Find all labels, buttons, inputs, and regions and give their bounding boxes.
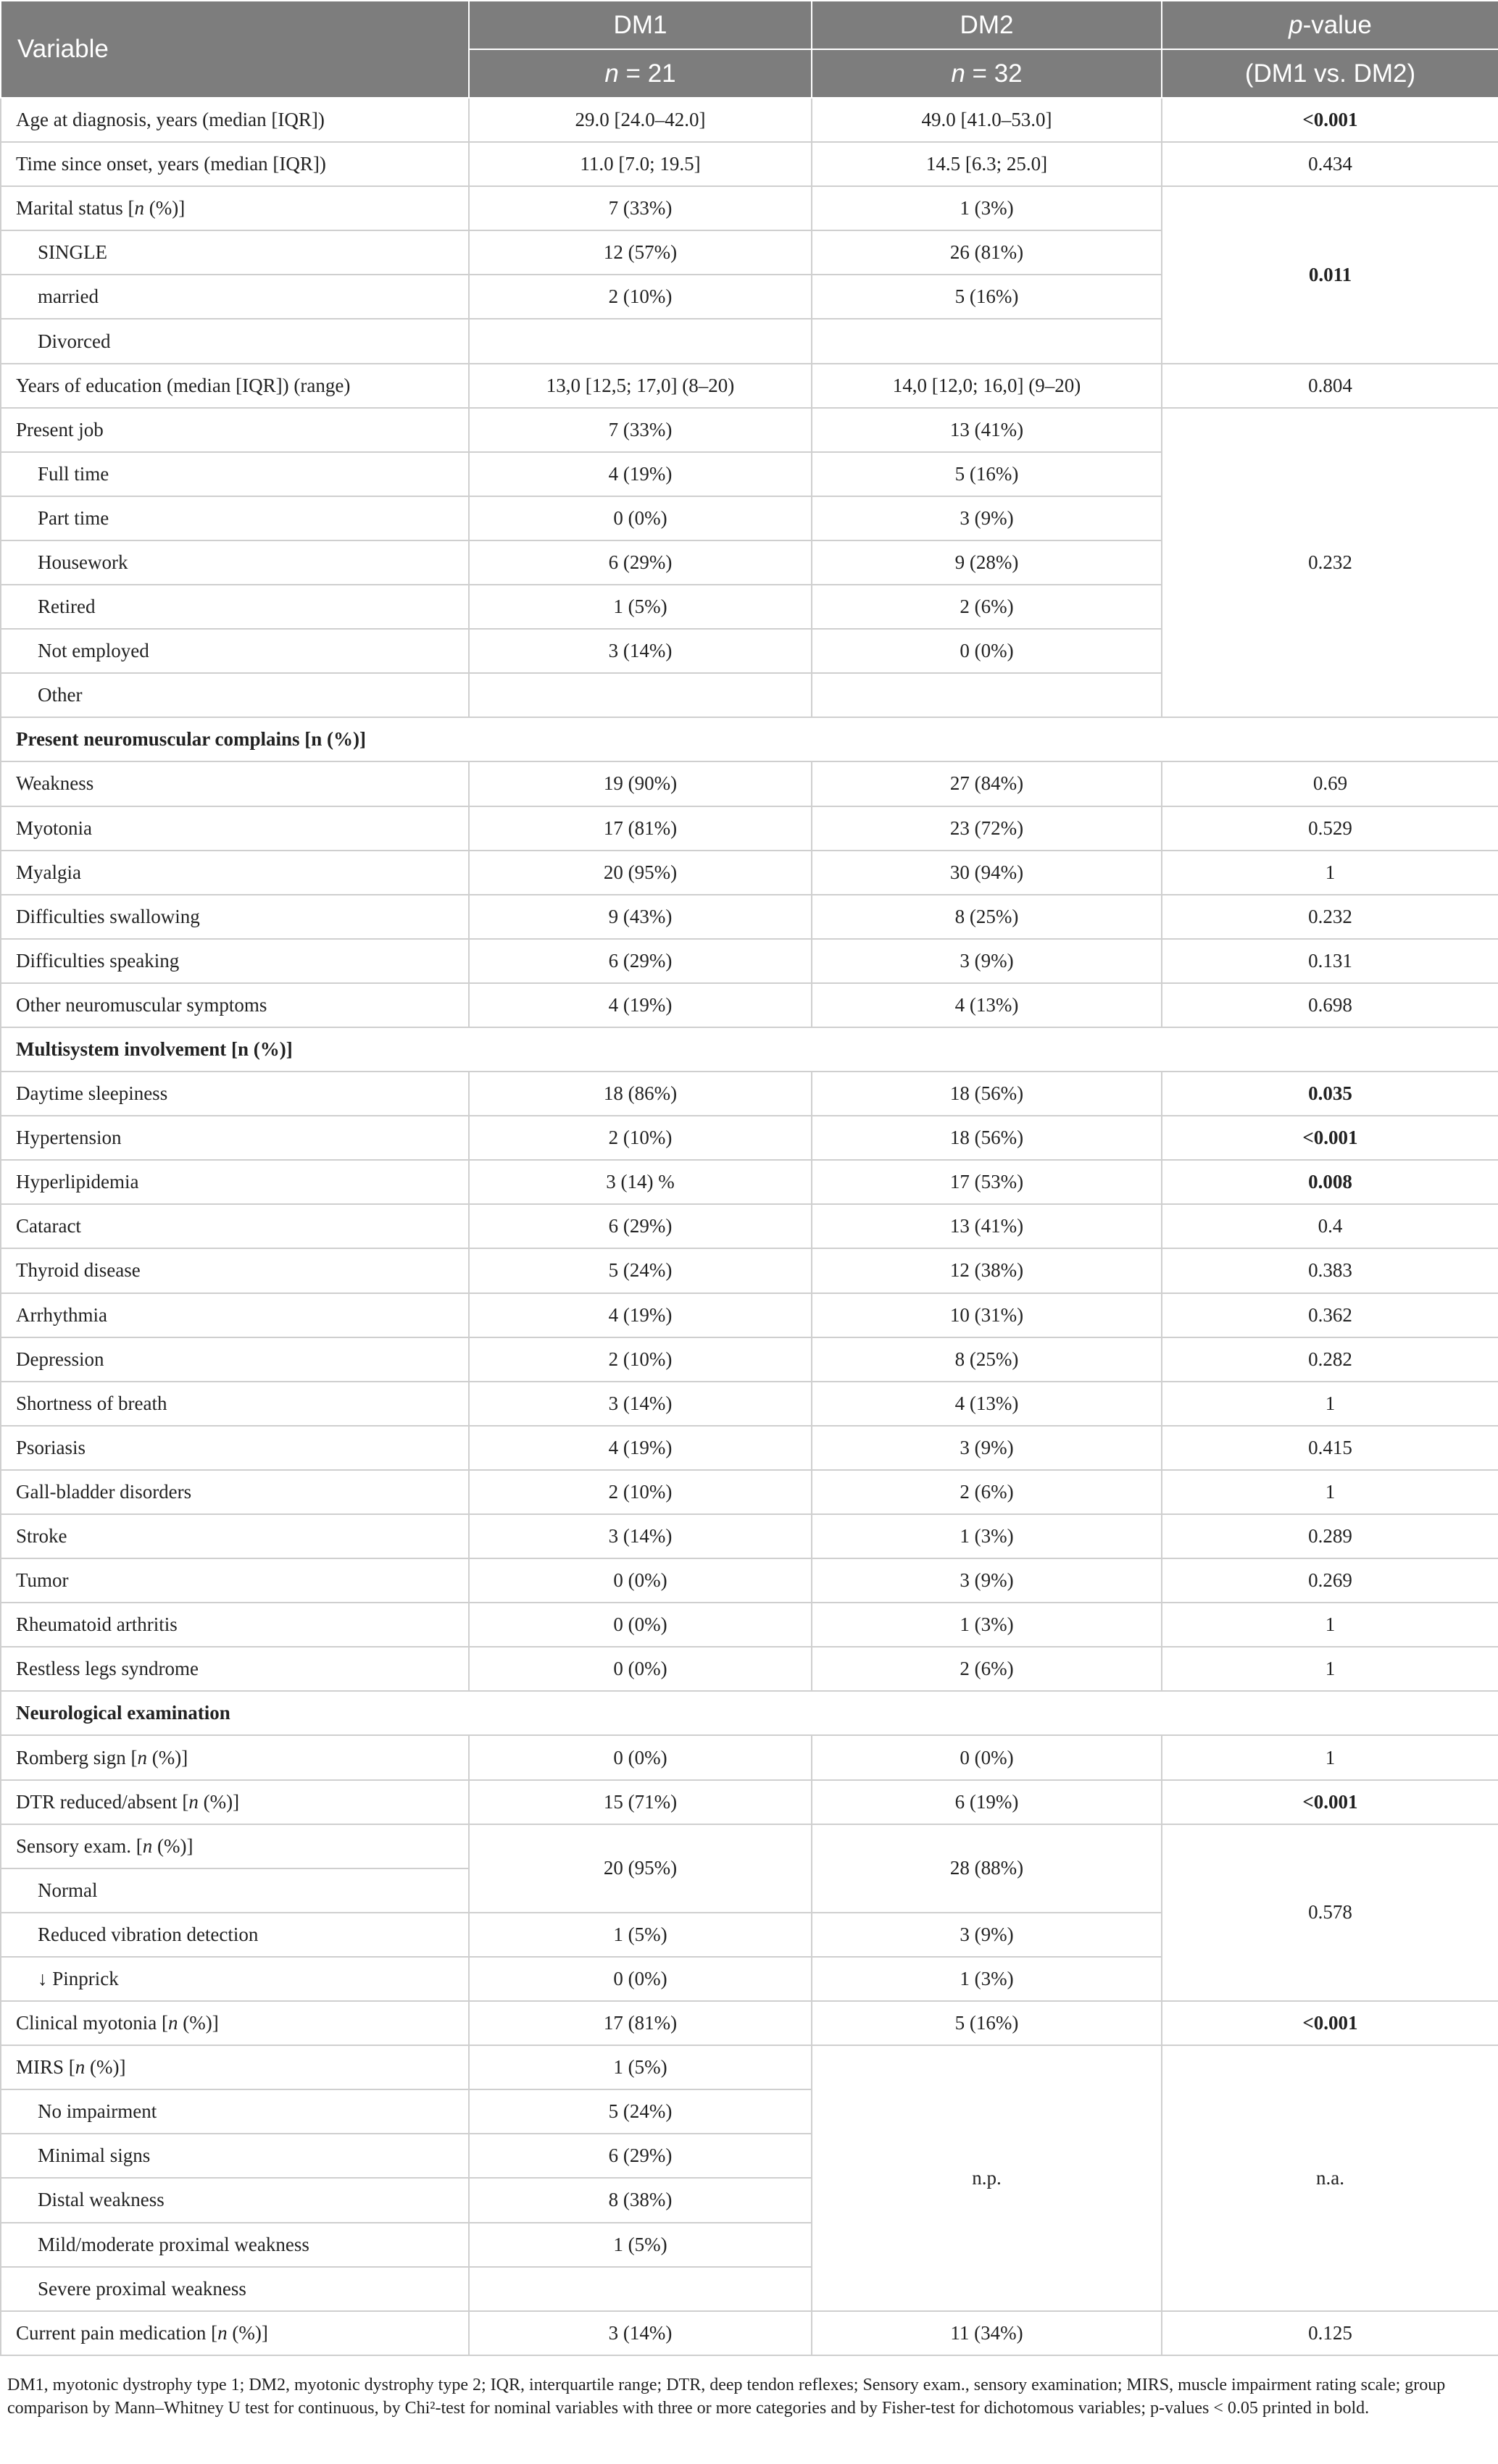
row-label: DTR reduced/absent [n (%)]: [1, 1780, 469, 1824]
cell-dm1: [469, 2267, 812, 2311]
cell-dm1: 4 (19%): [469, 452, 812, 496]
cell-dm1: 2 (10%): [469, 1116, 812, 1160]
cell-dm1: 0 (0%): [469, 1558, 812, 1603]
cell-pvalue: 0.011: [1162, 186, 1498, 363]
cell-dm2: 0 (0%): [812, 1735, 1162, 1779]
header-variable: Variable: [1, 1, 469, 98]
cell-dm2: 14,0 [12,0; 16,0] (9–20): [812, 364, 1162, 408]
header-n-dm2-var: n: [951, 59, 965, 88]
section-row: [1, 717, 1498, 761]
section-label: Present neuromuscular complains [n (%)]: [1, 717, 1498, 761]
cell-pvalue: 0.289: [1162, 1514, 1498, 1558]
section-label: Neurological examination: [1, 1691, 1498, 1735]
row-label: No impairment: [1, 2089, 469, 2134]
cell-dm2: 1 (3%): [812, 1603, 1162, 1647]
row-label: Housework: [1, 540, 469, 585]
table-row: [1, 186, 1498, 230]
header-pvalue-italic: p: [1289, 10, 1303, 39]
table-row: [1, 1647, 1498, 1691]
table-row: [1, 2045, 1498, 2089]
cell-pvalue: 1: [1162, 1647, 1498, 1691]
cell-dm1: 3 (14%): [469, 2311, 812, 2355]
table-row: [1, 761, 1498, 806]
row-label: Normal: [1, 1868, 469, 1913]
cell-dm1: 1 (5%): [469, 2223, 812, 2267]
table-row: [1, 2001, 1498, 2045]
cell-dm2: 2 (6%): [812, 1470, 1162, 1514]
table-row: [1, 98, 1498, 142]
cell-dm1: [469, 673, 812, 717]
cell-dm1: 18 (86%): [469, 1072, 812, 1116]
row-label: Divorced: [1, 319, 469, 363]
table-row: [1, 2311, 1498, 2355]
cell-pvalue: 0.69: [1162, 761, 1498, 806]
cell-dm2: 4 (13%): [812, 1382, 1162, 1426]
table-row: [1, 939, 1498, 983]
cell-dm2: 23 (72%): [812, 806, 1162, 851]
table-row: [1, 1160, 1498, 1204]
section-row: [1, 1691, 1498, 1735]
row-label: Full time: [1, 452, 469, 496]
cell-dm1: 19 (90%): [469, 761, 812, 806]
cell-dm2: n.p.: [812, 2045, 1162, 2311]
cell-dm2: 4 (13%): [812, 983, 1162, 1027]
cell-dm1: 11.0 [7.0; 19.5]: [469, 142, 812, 186]
row-label: Psoriasis: [1, 1426, 469, 1470]
cell-dm1: 5 (24%): [469, 1248, 812, 1292]
cell-pvalue: 0.232: [1162, 408, 1498, 718]
cell-pvalue: 0.131: [1162, 939, 1498, 983]
cell-pvalue: <0.001: [1162, 2001, 1498, 2045]
table-row: [1, 364, 1498, 408]
cell-dm1: 5 (24%): [469, 2089, 812, 2134]
table-header: [1, 1, 1498, 98]
cell-dm1: [469, 319, 812, 363]
cell-dm1: 17 (81%): [469, 806, 812, 851]
cell-pvalue: 0.529: [1162, 806, 1498, 851]
cell-dm2: 8 (25%): [812, 895, 1162, 939]
cell-dm1: 8 (38%): [469, 2178, 812, 2222]
row-label: Hyperlipidemia: [1, 1160, 469, 1204]
table-row: [1, 1470, 1498, 1514]
cell-pvalue: 0.362: [1162, 1293, 1498, 1337]
header-comparison: (DM1 vs. DM2): [1162, 49, 1498, 98]
row-label: Severe proximal weakness: [1, 2267, 469, 2311]
cell-pvalue: <0.001: [1162, 1780, 1498, 1824]
row-label: married: [1, 275, 469, 319]
cell-dm1: 17 (81%): [469, 2001, 812, 2045]
cell-dm1: 4 (19%): [469, 983, 812, 1027]
cell-dm2: 10 (31%): [812, 1293, 1162, 1337]
table-body: [1, 98, 1498, 2355]
table-row: [1, 1116, 1498, 1160]
row-label: Years of education (median [IQR]) (range): [1, 364, 469, 408]
row-label: Mild/moderate proximal weakness: [1, 2223, 469, 2267]
cell-pvalue: 0.804: [1162, 364, 1498, 408]
cell-dm2: 1 (3%): [812, 1957, 1162, 2001]
cell-dm2: 9 (28%): [812, 540, 1162, 585]
cell-dm2: 3 (9%): [812, 496, 1162, 540]
cell-pvalue: 0.269: [1162, 1558, 1498, 1603]
cell-dm2: 1 (3%): [812, 186, 1162, 230]
cell-pvalue: 0.434: [1162, 142, 1498, 186]
cell-dm1: 7 (33%): [469, 408, 812, 452]
cell-dm2: 6 (19%): [812, 1780, 1162, 1824]
cell-pvalue: 0.125: [1162, 2311, 1498, 2355]
table-row: [1, 1558, 1498, 1603]
cell-dm1: 0 (0%): [469, 1603, 812, 1647]
header-dm1: DM1: [469, 1, 812, 49]
table-footnote: DM1, myotonic dystrophy type 1; DM2, myotonic dystrophy type 2; IQR, interquartile range; DTR, deep tendon reflexes; Sensory exam., sensory examination; MIRS, muscle impairment rating scale; group comparison by Mann–Whitney U test for continuous, by Chi²-test for nominal variables with three or more categories and by Fisher-test for dichotomous variables; p-values < 0.05 printed in bold.: [7, 2376, 1446, 2418]
row-label: Difficulties swallowing: [1, 895, 469, 939]
cell-dm1: 1 (5%): [469, 2045, 812, 2089]
table-row: [1, 1337, 1498, 1382]
row-label: Myotonia: [1, 806, 469, 851]
cell-dm1: 3 (14%): [469, 1514, 812, 1558]
row-label: Arrhythmia: [1, 1293, 469, 1337]
row-label: Marital status [n (%)]: [1, 186, 469, 230]
cell-dm2: 5 (16%): [812, 275, 1162, 319]
table-row: [1, 1382, 1498, 1426]
cell-dm1: 1 (5%): [469, 585, 812, 629]
cell-dm2: 3 (9%): [812, 1913, 1162, 1957]
header-pvalue-rest: -value: [1302, 10, 1372, 39]
row-label: Hypertension: [1, 1116, 469, 1160]
row-label: ↓ Pinprick: [1, 1957, 469, 2001]
cell-dm2: 18 (56%): [812, 1072, 1162, 1116]
header-dm2: DM2: [812, 1, 1162, 49]
row-label: Retired: [1, 585, 469, 629]
cell-dm1: 6 (29%): [469, 2134, 812, 2178]
cell-dm1: 6 (29%): [469, 939, 812, 983]
cell-dm1: 29.0 [24.0–42.0]: [469, 98, 812, 142]
cell-dm2: 26 (81%): [812, 230, 1162, 275]
cell-dm1: 6 (29%): [469, 540, 812, 585]
cell-dm1: 2 (10%): [469, 275, 812, 319]
cell-pvalue: 1: [1162, 1735, 1498, 1779]
row-label: Current pain medication [n (%)]: [1, 2311, 469, 2355]
cell-dm2: [812, 319, 1162, 363]
cell-dm1: 0 (0%): [469, 496, 812, 540]
cell-dm2: 28 (88%): [812, 1824, 1162, 1913]
table-row: [1, 1204, 1498, 1248]
cell-dm2: 5 (16%): [812, 2001, 1162, 2045]
cell-dm1: 0 (0%): [469, 1957, 812, 2001]
row-label: Weakness: [1, 761, 469, 806]
header-n-dm2-rest: = 32: [965, 59, 1023, 88]
row-label: Gall-bladder disorders: [1, 1470, 469, 1514]
row-label: Daytime sleepiness: [1, 1072, 469, 1116]
row-label: Present job: [1, 408, 469, 452]
cell-dm1: 0 (0%): [469, 1735, 812, 1779]
table-row: [1, 1603, 1498, 1647]
cell-dm1: 2 (10%): [469, 1470, 812, 1514]
cell-dm2: 14.5 [6.3; 25.0]: [812, 142, 1162, 186]
row-label: Clinical myotonia [n (%)]: [1, 2001, 469, 2045]
cell-pvalue: <0.001: [1162, 98, 1498, 142]
header-n-dm1-var: n: [604, 59, 619, 88]
cell-dm2: 30 (94%): [812, 851, 1162, 895]
header-pvalue: [1162, 1, 1498, 49]
cell-dm2: 1 (3%): [812, 1514, 1162, 1558]
cell-dm1: 4 (19%): [469, 1426, 812, 1470]
section-row: [1, 1027, 1498, 1072]
row-label: Time since onset, years (median [IQR]): [1, 142, 469, 186]
cell-dm1: 1 (5%): [469, 1913, 812, 1957]
table-row: [1, 806, 1498, 851]
cell-dm2: 3 (9%): [812, 1558, 1162, 1603]
cell-dm2: [812, 673, 1162, 717]
cell-dm2: 27 (84%): [812, 761, 1162, 806]
cell-pvalue: <0.001: [1162, 1116, 1498, 1160]
cell-dm1: 6 (29%): [469, 1204, 812, 1248]
cell-pvalue: 0.578: [1162, 1824, 1498, 2001]
table-row: [1, 1824, 1498, 1868]
cell-dm2: 13 (41%): [812, 1204, 1162, 1248]
cell-dm2: 2 (6%): [812, 1647, 1162, 1691]
row-label: Stroke: [1, 1514, 469, 1558]
row-label: Tumor: [1, 1558, 469, 1603]
cell-pvalue: 0.383: [1162, 1248, 1498, 1292]
header-n-dm2: [812, 49, 1162, 98]
cell-pvalue: 0.698: [1162, 983, 1498, 1027]
cell-dm2: 12 (38%): [812, 1248, 1162, 1292]
row-label: MIRS [n (%)]: [1, 2045, 469, 2089]
row-label: Sensory exam. [n (%)]: [1, 1824, 469, 1868]
table-row: [1, 895, 1498, 939]
cell-dm1: 3 (14) %: [469, 1160, 812, 1204]
cell-dm1: 2 (10%): [469, 1337, 812, 1382]
table-row: [1, 1248, 1498, 1292]
header-n-dm1-rest: = 21: [618, 59, 676, 88]
cell-dm2: 3 (9%): [812, 939, 1162, 983]
cell-pvalue: 1: [1162, 1603, 1498, 1647]
cell-dm2: 13 (41%): [812, 408, 1162, 452]
table-row: [1, 1514, 1498, 1558]
cell-pvalue: 0.232: [1162, 895, 1498, 939]
table-row: [1, 408, 1498, 452]
header-n-dm1: [469, 49, 812, 98]
cell-dm1: 20 (95%): [469, 851, 812, 895]
section-label: Multisystem involvement [n (%)]: [1, 1027, 1498, 1072]
row-label: Part time: [1, 496, 469, 540]
table-row: [1, 142, 1498, 186]
cell-dm2: 18 (56%): [812, 1116, 1162, 1160]
table-row: [1, 1780, 1498, 1824]
row-label: Shortness of breath: [1, 1382, 469, 1426]
cell-dm1: 9 (43%): [469, 895, 812, 939]
row-label: Other: [1, 673, 469, 717]
table-row: [1, 851, 1498, 895]
cell-dm2: 0 (0%): [812, 629, 1162, 673]
cell-dm1: 4 (19%): [469, 1293, 812, 1337]
row-label: Reduced vibration detection: [1, 1913, 469, 1957]
table-row: [1, 1426, 1498, 1470]
cell-dm2: 8 (25%): [812, 1337, 1162, 1382]
cell-dm1: 3 (14%): [469, 629, 812, 673]
cell-pvalue: 0.4: [1162, 1204, 1498, 1248]
cell-pvalue: 0.415: [1162, 1426, 1498, 1470]
table-row: [1, 1735, 1498, 1779]
row-label: Minimal signs: [1, 2134, 469, 2178]
cell-dm2: 2 (6%): [812, 585, 1162, 629]
row-label: Age at diagnosis, years (median [IQR]): [1, 98, 469, 142]
row-label: Cataract: [1, 1204, 469, 1248]
cell-dm1: 20 (95%): [469, 1824, 812, 1913]
cell-dm2: 5 (16%): [812, 452, 1162, 496]
cell-dm1: 12 (57%): [469, 230, 812, 275]
table-row: [1, 1072, 1498, 1116]
cell-pvalue: 0.282: [1162, 1337, 1498, 1382]
cell-dm1: 3 (14%): [469, 1382, 812, 1426]
cell-dm1: 13,0 [12,5; 17,0] (8–20): [469, 364, 812, 408]
cell-pvalue: n.a.: [1162, 2045, 1498, 2311]
cell-dm2: 17 (53%): [812, 1160, 1162, 1204]
cell-pvalue: 1: [1162, 851, 1498, 895]
cell-pvalue: 1: [1162, 1470, 1498, 1514]
row-label: Restless legs syndrome: [1, 1647, 469, 1691]
row-label: SINGLE: [1, 230, 469, 275]
table-row: [1, 1293, 1498, 1337]
row-label: Not employed: [1, 629, 469, 673]
cell-dm1: 7 (33%): [469, 186, 812, 230]
cell-dm1: 15 (71%): [469, 1780, 812, 1824]
row-label: Difficulties speaking: [1, 939, 469, 983]
cell-dm2: 49.0 [41.0–53.0]: [812, 98, 1162, 142]
cell-pvalue: 1: [1162, 1382, 1498, 1426]
table-row: [1, 983, 1498, 1027]
row-label: Romberg sign [n (%)]: [1, 1735, 469, 1779]
row-label: Myalgia: [1, 851, 469, 895]
row-label: Rheumatoid arthritis: [1, 1603, 469, 1647]
cell-pvalue: 0.035: [1162, 1072, 1498, 1116]
row-label: Thyroid disease: [1, 1248, 469, 1292]
row-label: Depression: [1, 1337, 469, 1382]
row-label: Distal weakness: [1, 2178, 469, 2222]
row-label: Other neuromuscular symptoms: [1, 983, 469, 1027]
cell-dm1: 0 (0%): [469, 1647, 812, 1691]
cell-dm2: 3 (9%): [812, 1426, 1162, 1470]
cell-pvalue: 0.008: [1162, 1160, 1498, 1204]
cell-dm2: 11 (34%): [812, 2311, 1162, 2355]
